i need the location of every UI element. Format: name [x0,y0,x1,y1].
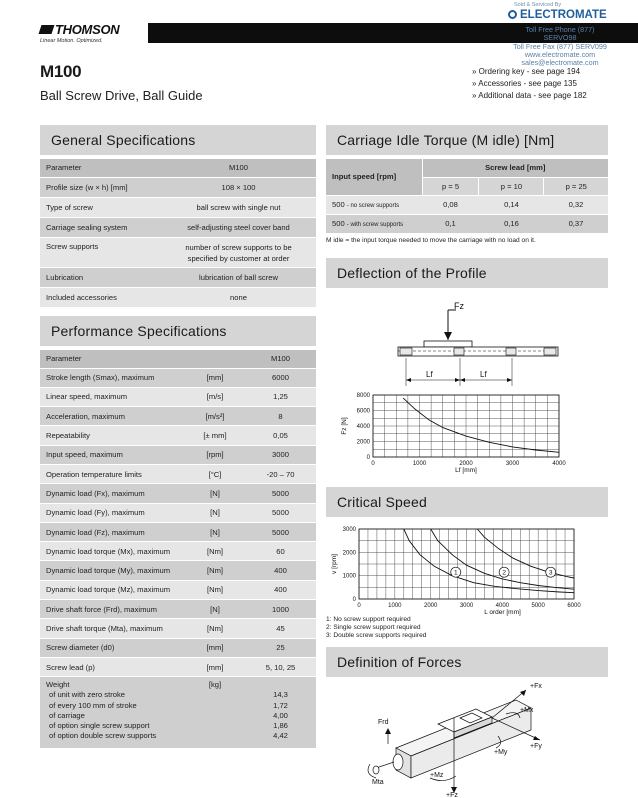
label-fy: +Fy [530,743,542,750]
unit-cell: [N] [185,484,245,503]
forces-title: Definition of Forces [326,647,608,677]
y-axis-label: Fz [N] [341,417,348,435]
contact-phone: Toll Free Phone (877) SERVO98 [525,25,595,43]
forces-diagram [326,678,608,798]
performance-spec-title: Performance Specifications [40,316,316,346]
table-row [40,503,316,522]
table-row [40,561,316,580]
critical-speed-title: Critical Speed [326,487,608,517]
table-row [40,217,316,237]
table-row [40,267,316,287]
param-cell: Carriage sealing system [40,217,161,237]
col-header-lead: p = 5 [422,177,479,195]
y-tick-label: 1000 [342,573,356,580]
logo-text: THOMSON [55,22,120,37]
y-tick-label: 6000 [356,408,370,415]
label-fz: +Fz [446,792,458,798]
value-cell: 400 [245,580,316,599]
label-mz: +Mz [430,772,444,779]
value-cell: 0,1 [422,214,479,233]
ref-additional-data[interactable]: » Additional data - see page 182 [472,91,587,100]
table-row [40,464,316,483]
electromate-swirl-icon [508,10,517,19]
y-tick-label: 3000 [342,527,356,533]
param-cell: Dynamic load torque (My), maximum [40,561,185,580]
unit-cell: [mm] [185,638,245,657]
distributor-logo [508,2,618,21]
param-cell: Drive shaft torque (Mta), maximum [40,619,185,638]
product-title: M100 [40,62,82,81]
fx-arrow-icon [520,690,526,696]
param-cell: Repeatability [40,426,185,445]
col-header-param: Parameter [40,350,185,368]
value-cell: 0,14 [479,195,544,214]
deflection-title: Deflection of the Profile [326,258,608,288]
ref-accessories[interactable]: » Accessories - see page 135 [472,79,577,88]
table-row [40,177,316,197]
y-tick-label: 0 [352,597,356,603]
critical-note: 3: Double screw supports required [326,632,427,639]
x-tick-label: 0 [357,603,361,609]
y-tick-label: 0 [366,455,370,461]
value-cell: self-adjusting steel cover band [161,217,316,237]
table-row [40,522,316,541]
table-row [40,387,316,406]
param-cell: Type of screw [40,197,161,217]
actuator-drawing [373,700,531,778]
unit-cell: [N] [185,503,245,522]
general-spec-title: General Specifications [40,125,316,155]
value-cell: 6000 [245,368,316,387]
x-tick-label: 6000 [567,603,581,609]
span-label: Lf [426,370,433,379]
table-row [326,214,608,233]
y-axis-label: v [rpm] [331,554,338,574]
table-row [40,445,316,464]
y-tick-label: 8000 [356,393,370,399]
performance-spec-table [40,350,316,749]
weight-unit: [kg] [185,677,245,749]
ref-ordering-key[interactable]: » Ordering key - see page 194 [472,67,581,76]
table-header-row [40,350,316,368]
unit-cell: [mm] [185,657,245,676]
value-cell: 25 [245,638,316,657]
deflection-figure [326,292,608,482]
label-fx: +Fx [530,683,542,690]
general-spec-table [40,159,316,308]
x-tick-label: 4000 [495,603,510,609]
x-tick-label: 2000 [459,461,473,467]
value-cell: 0,37 [544,214,608,233]
label-mta: Mta [372,779,384,786]
param-cell: Screw diameter (d0) [40,638,185,657]
value-cell: none [161,287,316,307]
x-tick-label: 3000 [505,461,520,467]
param-cell: Dynamic load torque (Mz), maximum [40,580,185,599]
table-row [326,195,608,214]
table-header-row [40,159,316,177]
value-cell: 0,16 [479,214,544,233]
critical-speed-figure [326,520,608,616]
value-cell: 0,08 [422,195,479,214]
value-cell: 5000 [245,484,316,503]
value-cell: 108 × 100 [161,177,316,197]
value-cell: 1,25 [245,387,316,406]
unit-cell: [°C] [185,464,245,483]
unit-cell: [± mm] [185,426,245,445]
unit-cell: [mm] [185,368,245,387]
table-row [40,368,316,387]
x-tick-label: 4000 [552,461,566,467]
curve-marker-label: 1 [453,569,458,577]
param-cell: Screw supports [40,237,161,267]
param-cell: Stroke length (Smax), maximum [40,368,185,387]
deflection-chart [341,393,566,474]
value-cell: 45 [245,619,316,638]
value-cell: 5000 [245,503,316,522]
unit-cell: [N] [185,522,245,541]
value-cell: 8 [245,407,316,426]
param-cell: Screw lead (p) [40,657,185,676]
x-axis-label: L order [mm] [484,609,521,616]
idle-torque-table [326,159,608,234]
y-tick-label: 2000 [356,439,370,446]
curve-marker-label: 3 [548,569,553,577]
unit-cell: [Nm] [185,542,245,561]
beam-schematic [398,301,558,386]
table-row [40,237,316,267]
param-cell: Included accessories [40,287,161,307]
series-line [477,529,574,578]
value-cell: number of screw supports to be specified by customer at order [161,237,316,267]
x-tick-label: 1000 [388,603,402,609]
logo-tagline: Linear Motion. Optimized. [40,38,103,44]
critical-note: 2: Single screw support required [326,624,421,631]
param-cell: Linear speed, maximum [40,387,185,406]
param-cell: Input speed, maximum [40,445,185,464]
unit-cell: [Nm] [185,580,245,599]
series-line [404,529,574,593]
param-cell: Dynamic load torque (Mx), maximum [40,542,185,561]
table-row [40,287,316,307]
param-cell: Dynamic load (Fz), maximum [40,522,185,541]
distributor-contact [510,26,610,67]
x-tick-label: 0 [371,461,375,467]
critical-speed-notes [326,616,608,640]
value-cell: ball screw with single nut [161,197,316,217]
value-cell: 1000 [245,600,316,619]
unit-cell: [m/s²] [185,407,245,426]
param-cell: Profile size (w × h) [mm] [40,177,161,197]
logo-mark-icon [39,25,55,34]
table-row [40,619,316,638]
table-row [40,197,316,217]
value-cell: 0,32 [544,195,608,214]
y-tick-label: 4000 [356,424,370,430]
contact-web[interactable]: www.electromate.com [524,49,596,59]
label-mx: +Mx [520,707,534,714]
col-header-lead: p = 10 [479,177,544,195]
unit-cell: [N] [185,600,245,619]
unit-cell: [m/s] [185,387,245,406]
table-row [40,542,316,561]
value-cell: -20 – 70 [245,464,316,483]
col-header-model: M100 [161,159,316,177]
product-subtitle: Ball Screw Drive, Ball Guide [40,88,203,103]
table-row [40,638,316,657]
x-tick-label: 3000 [459,603,474,609]
col-header-input-speed: Input speed [rpm] [326,159,422,195]
reference-links [472,66,587,102]
weight-row [40,677,316,749]
value-cell: 3000 [245,445,316,464]
sold-by: Sold & Serviced By [514,2,562,8]
unit-cell: [rpm] [185,445,245,464]
weight-labels: Weight of unit with zero stroke of every 100 mm of stroke of carriage of option single screw support of option double screw supports [40,677,185,749]
table-row [40,657,316,676]
value-cell: 400 [245,561,316,580]
col-header-model: M100 [245,350,316,368]
y-tick-label: 2000 [342,550,356,557]
fy-arrow-icon [533,736,540,740]
contact-fax: Toll Free Fax (877) SERV099 [513,41,607,51]
label-frd: Frd [378,719,389,726]
table-row [40,426,316,445]
param-cell: Dynamic load (Fy), maximum [40,503,185,522]
x-tick-label: 2000 [423,603,438,609]
table-row [40,600,316,619]
col-header-screw-lead: Screw lead [mm] [422,159,608,177]
label-my: +My [494,749,508,756]
x-axis-label: Lf [mm] [455,467,477,474]
unit-cell: [Nm] [185,561,245,580]
contact-email[interactable]: sales@electromate.com [521,58,599,68]
x-tick-label: 1000 [412,461,427,467]
value-cell: lubrication of ball screw [161,267,316,287]
x-tick-label: 5000 [531,603,545,609]
curve-marker-label: 2 [502,569,506,577]
critical-note: 1: No screw support required [326,616,411,623]
idle-torque-note: M idle = the input torque needed to move the carriage with no load on it. [326,237,536,244]
param-cell: Operation temperature limits [40,464,185,483]
value-cell: 0,05 [245,426,316,445]
param-cell: Dynamic load (Fx), maximum [40,484,185,503]
value-cell: 5, 10, 25 [245,657,316,676]
weight-values: 14,3 1,72 4,00 1,86 4,42 [245,677,316,749]
speed-cell: 500 - with screw supports [326,214,422,233]
frd-arrow-icon [385,728,391,734]
force-arrow-icon [444,332,452,340]
value-cell: 5000 [245,522,316,541]
table-header-row [326,159,608,177]
col-header-param: Parameter [40,159,161,177]
distributor-name: ELECTROMATE [520,9,607,21]
table-row [40,580,316,599]
param-cell: Lubrication [40,267,161,287]
value-cell: 60 [245,542,316,561]
span-label: Lf [480,370,487,379]
col-header-lead: p = 25 [544,177,608,195]
table-row [40,484,316,503]
table-row [40,407,316,426]
critical-speed-chart [331,527,581,616]
force-label: Fz [454,301,464,311]
unit-cell: [Nm] [185,619,245,638]
thomson-logo [40,22,150,44]
param-cell: Drive shaft force (Frd), maximum [40,600,185,619]
param-cell: Acceleration, maximum [40,407,185,426]
speed-cell: 500 - no screw supports [326,195,422,214]
idle-torque-title: Carriage Idle Torque (M idle) [Nm] [326,125,608,155]
